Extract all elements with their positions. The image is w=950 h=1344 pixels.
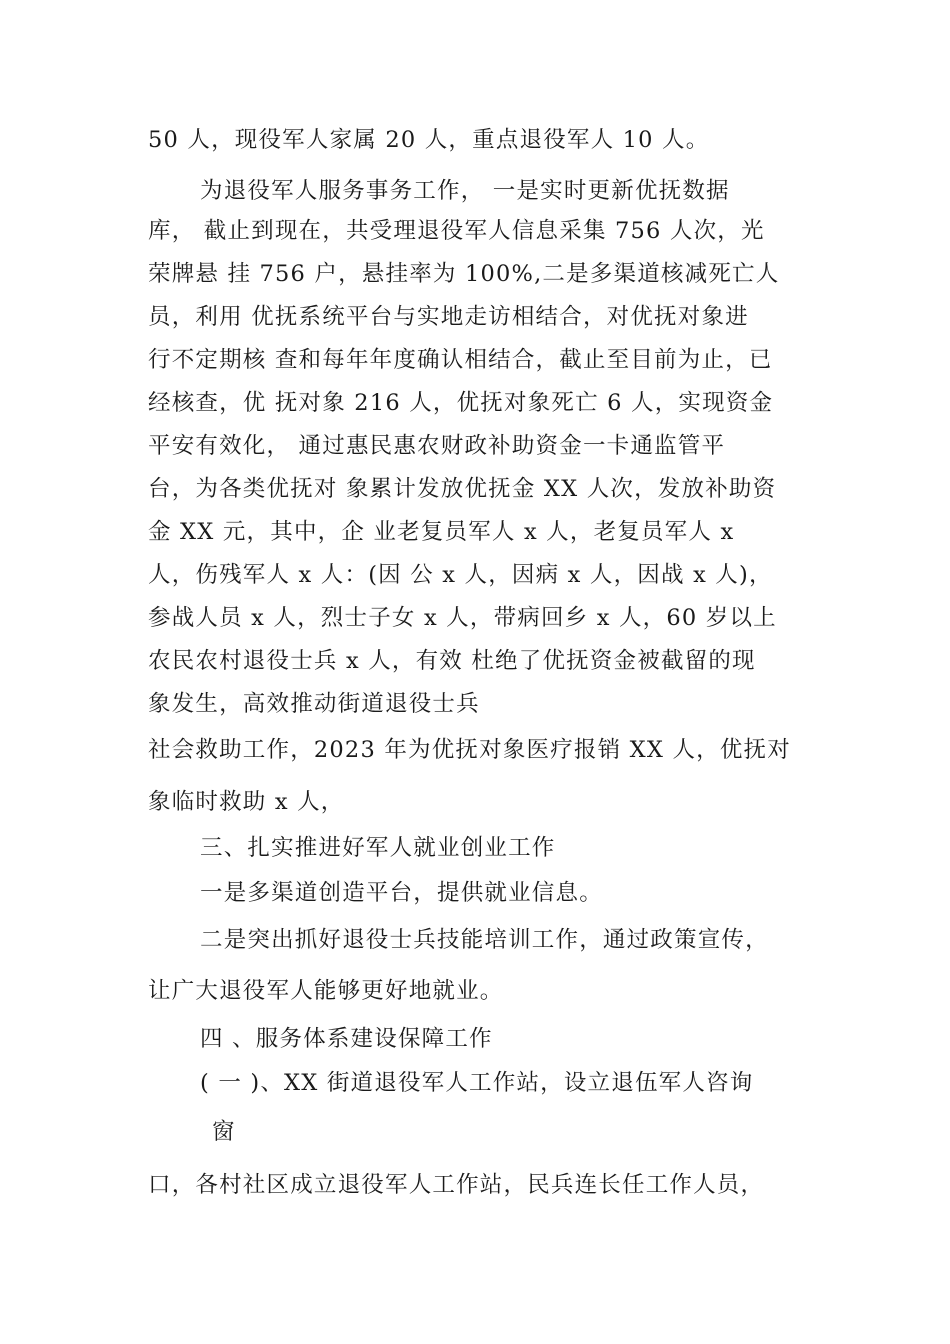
text-line-23: 窗	[212, 1119, 236, 1145]
text-line-18: 一是多渠道创造平台，提供就业信息。	[200, 880, 603, 906]
section-heading-4: 四 、服务体系建设保障工作	[200, 1026, 493, 1052]
text-line-13: 农民农村退役士兵 x 人，有效 杜绝了优抚资金被截留的现	[148, 648, 756, 674]
text-line-3: 库， 截止到现在，共受理退役军人信息采集 756 人次，光	[148, 218, 765, 244]
text-line-22: ( 一 )、XX 街道退役军人工作站，设立退伍军人咨询	[200, 1070, 754, 1096]
text-line-6: 行不定期核 查和每年年度确认相结合，截止至目前为止，已	[148, 347, 773, 373]
text-line-24: 口，各村社区成立退役军人工作站，民兵连长任工作人员，	[148, 1172, 765, 1198]
text-line-11: 人，伤残军人 x 人：(因 公 x 人，因病 x 人，因战 x 人)，	[148, 562, 773, 588]
text-line-1: 50 人，现役军人家属 20 人，重点退役军人 10 人。	[148, 127, 710, 153]
text-line-19: 二是突出抓好退役士兵技能培训工作，通过政策宣传，	[200, 927, 769, 953]
text-line-16: 象临时救助 x 人，	[148, 789, 345, 815]
text-line-20: 让广大退役军人能够更好地就业。	[148, 978, 504, 1004]
text-line-5: 员，利用 优抚系统平台与实地走访相结合，对优抚对象进	[148, 304, 749, 330]
section-heading-3: 三、扎实推进好军人就业创业工作	[200, 835, 556, 861]
text-line-7: 经核查，优 抚对象 216 人，优抚对象死亡 6 人，实现资金	[148, 390, 774, 416]
text-line-9: 台，为各类优抚对 象累计发放优抚金 XX 人次，发放补助资	[148, 476, 777, 502]
text-line-15: 社会救助工作，2023 年为优抚对象医疗报销 XX 人，优抚对	[148, 737, 791, 763]
text-line-2: 为退役军人服务事务工作， 一是实时更新优抚数据	[200, 178, 730, 204]
text-line-10: 金 XX 元，其中，企 业老复员军人 x 人，老复员军人 x	[148, 519, 735, 545]
text-line-4: 荣牌悬 挂 756 户，悬挂率为 100%,二是多渠道核减死亡人	[148, 261, 780, 287]
text-line-8: 平安有效化， 通过惠民惠农财政补助资金一卡通监管平	[148, 433, 726, 459]
text-line-14: 象发生，高效推动街道退役士兵	[148, 691, 480, 717]
text-line-12: 参战人员 x 人，烈士子女 x 人，带病回乡 x 人，60 岁以上	[148, 605, 777, 631]
